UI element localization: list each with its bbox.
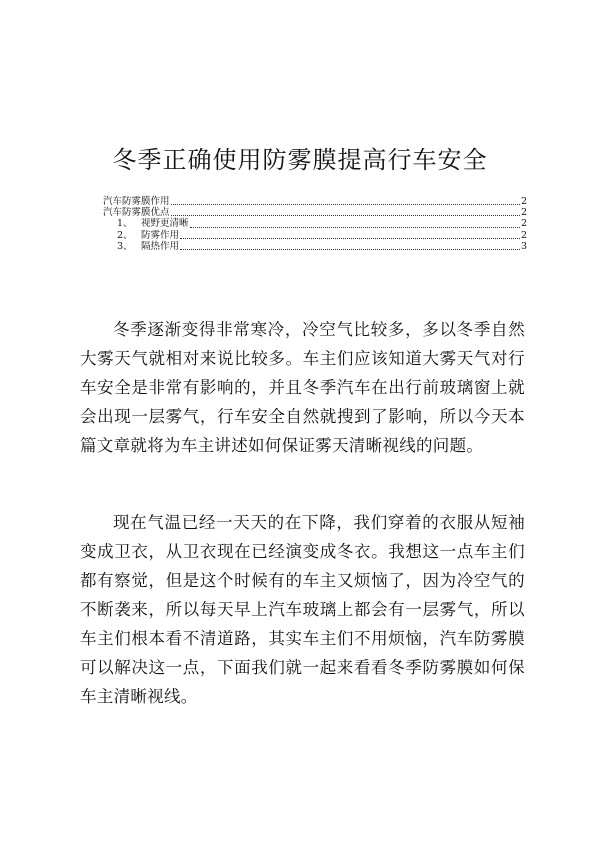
toc-leader-dots bbox=[171, 215, 520, 216]
toc-entry[interactable] bbox=[103, 241, 527, 252]
toc-entry[interactable] bbox=[103, 218, 527, 229]
toc-entry-label: 汽车防雾膜优点 bbox=[103, 207, 170, 219]
toc-leader-dots bbox=[171, 204, 520, 205]
toc-entry-label: 防雾作用 bbox=[141, 229, 180, 241]
table-of-contents bbox=[103, 196, 527, 252]
toc-entry-page: 3 bbox=[520, 240, 527, 252]
body-paragraph: 现在气温已经一天天的在下降，我们穿着的衣服从短袖变成卫衣，从卫衣现在已经演变成冬衣。我想这一点车主们都有察觉，但是这个时候有的车主又烦恼了，因为冷空气的不断袭来，所以每天早上汽车玻璃上都会有一层雾气，所以车主们根本看不清道路，其实车主们不用烦恼，汽车防雾膜可以解决这一点，下面我们就一起来看看冬季防雾膜如何保车主清晰视线。 bbox=[80, 513, 525, 706]
toc-entry-number: 1、 bbox=[117, 218, 133, 230]
toc-leader-dots bbox=[190, 227, 520, 228]
toc-entry-number: 2、 bbox=[117, 229, 133, 241]
toc-entry-number: 3、 bbox=[117, 240, 133, 252]
toc-entry-page: 2 bbox=[520, 207, 527, 219]
toc-entry-label: 隔热作用 bbox=[141, 240, 180, 252]
toc-entry-page: 2 bbox=[520, 229, 527, 241]
toc-leader-dots bbox=[180, 249, 520, 250]
page-title: 冬季正确使用防雾膜提高行车安全 bbox=[112, 146, 488, 174]
toc-entry-label: 视野更清晰 bbox=[141, 218, 189, 230]
toc-entry[interactable] bbox=[103, 196, 527, 207]
toc-entry[interactable] bbox=[103, 230, 527, 241]
toc-entry-page: 2 bbox=[520, 196, 527, 207]
toc-leader-dots bbox=[180, 238, 520, 239]
toc-entry-label: 汽车防雾膜作用 bbox=[103, 196, 170, 207]
toc-entry[interactable] bbox=[103, 207, 527, 218]
toc-entry-page: 2 bbox=[520, 218, 527, 230]
body-paragraph: 冬季逐渐变得非常寒冷，冷空气比较多，多以冬季自然大雾天气就相对来说比较多。车主们应该知道大雾天气对行车安全是非常有影响的，并且冬季汽车在出行前玻璃窗上就会出现一层雾气，行车安全自然就搜到了影响，所以今天本篇文章就将为车主讲述如何保证雾天清晰视线的问题。 bbox=[80, 320, 525, 455]
